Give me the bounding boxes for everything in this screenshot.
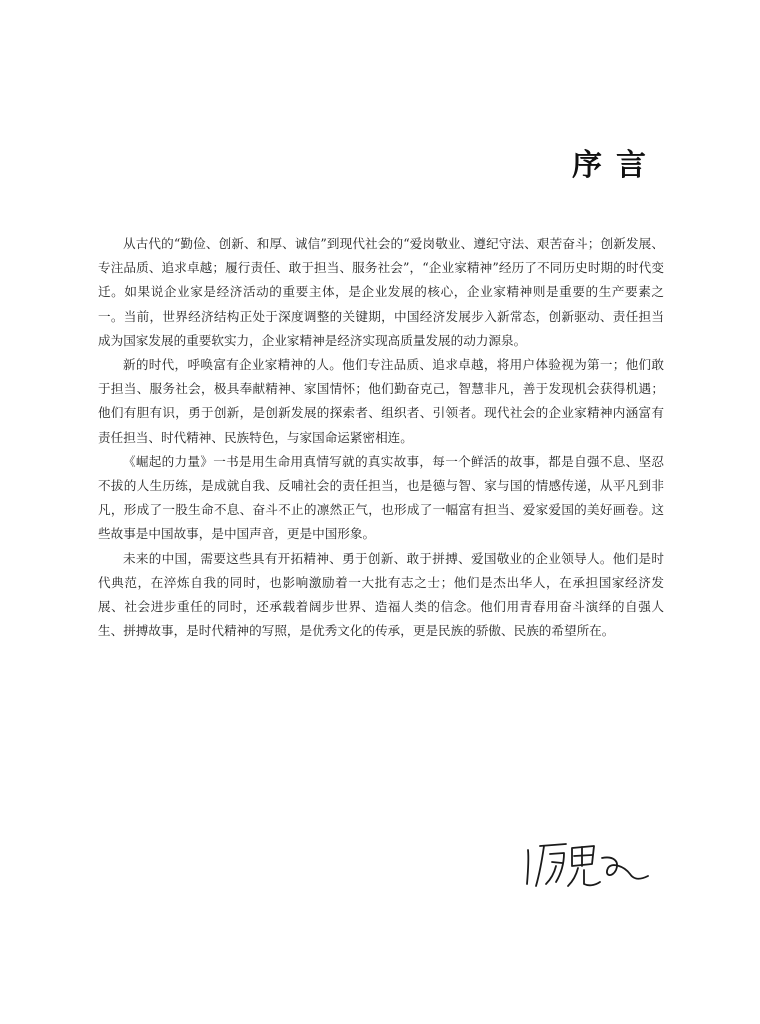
paragraph-4: 未来的中国，需要这些具有开拓精神、勇于创新、敢于拼搏、爱国敬业的企业领导人。他们是时代典范，在淬炼自我的同时，也影响激励着一大批有志之士；他们是杰出华人，在承担国家经济发展、社会进步重任的同时，还承载着阔步世界、造福人类的信念。他们用青春用奋斗演绎的自强人生、拼搏故事，是时代精神的写照，是优秀文化的传承，更是民族的骄傲、民族的希望所在。 bbox=[98, 550, 664, 639]
preface-body bbox=[98, 232, 664, 643]
page-title: 序言 bbox=[572, 148, 660, 183]
handwritten-signature-icon bbox=[520, 836, 660, 896]
paragraph-3: 《崛起的力量》一书是用生命用真情写就的真实故事，每一个鲜活的故事，都是自强不息、坚忍不拔的人生历练，是成就自我、反哺社会的责任担当，也是德与智、家与国的情感传递，从平凡到非凡，形成了一股生命不息、奋斗不止的凛然正气，也形成了一幅富有担当、爱家爱国的美好画卷。这些故事是中国故事，是中国声音，更是中国形象。 bbox=[98, 453, 664, 542]
paragraph-2: 新的时代，呼唤富有企业家精神的人。他们专注品质、追求卓越，将用户体验视为第一；他们敢于担当、服务社会，极具奉献精神、家国情怀；他们勤奋克己，智慧非凡，善于发现机会获得机遇；他们有胆有识，勇于创新，是创新发展的探索者、组织者、引领者。现代社会的企业家精神内涵富有责任担当、时代精神、民族特色，与家国命运紧密相连。 bbox=[98, 357, 664, 445]
paragraph-1: 从古代的“勤俭、创新、和厚、诚信”到现代社会的“爱岗敬业、遵纪守法、艰苦奋斗；创新发展、专注品质、追求卓越；履行责任、敢于担当、服务社会”，“企业家精神”经历了不同历史时期的时代变迁。如果说企业家是经济活动的重要主体，是企业发展的核心，企业家精神则是重要的生产要素之一。当前，世界经济结构正处于深度调整的关键期，中国经济发展步入新常态，创新驱动、责任担当成为国家发展的重要软实力，企业家精神是经济实现高质量发展的动力源泉。 bbox=[98, 236, 664, 348]
